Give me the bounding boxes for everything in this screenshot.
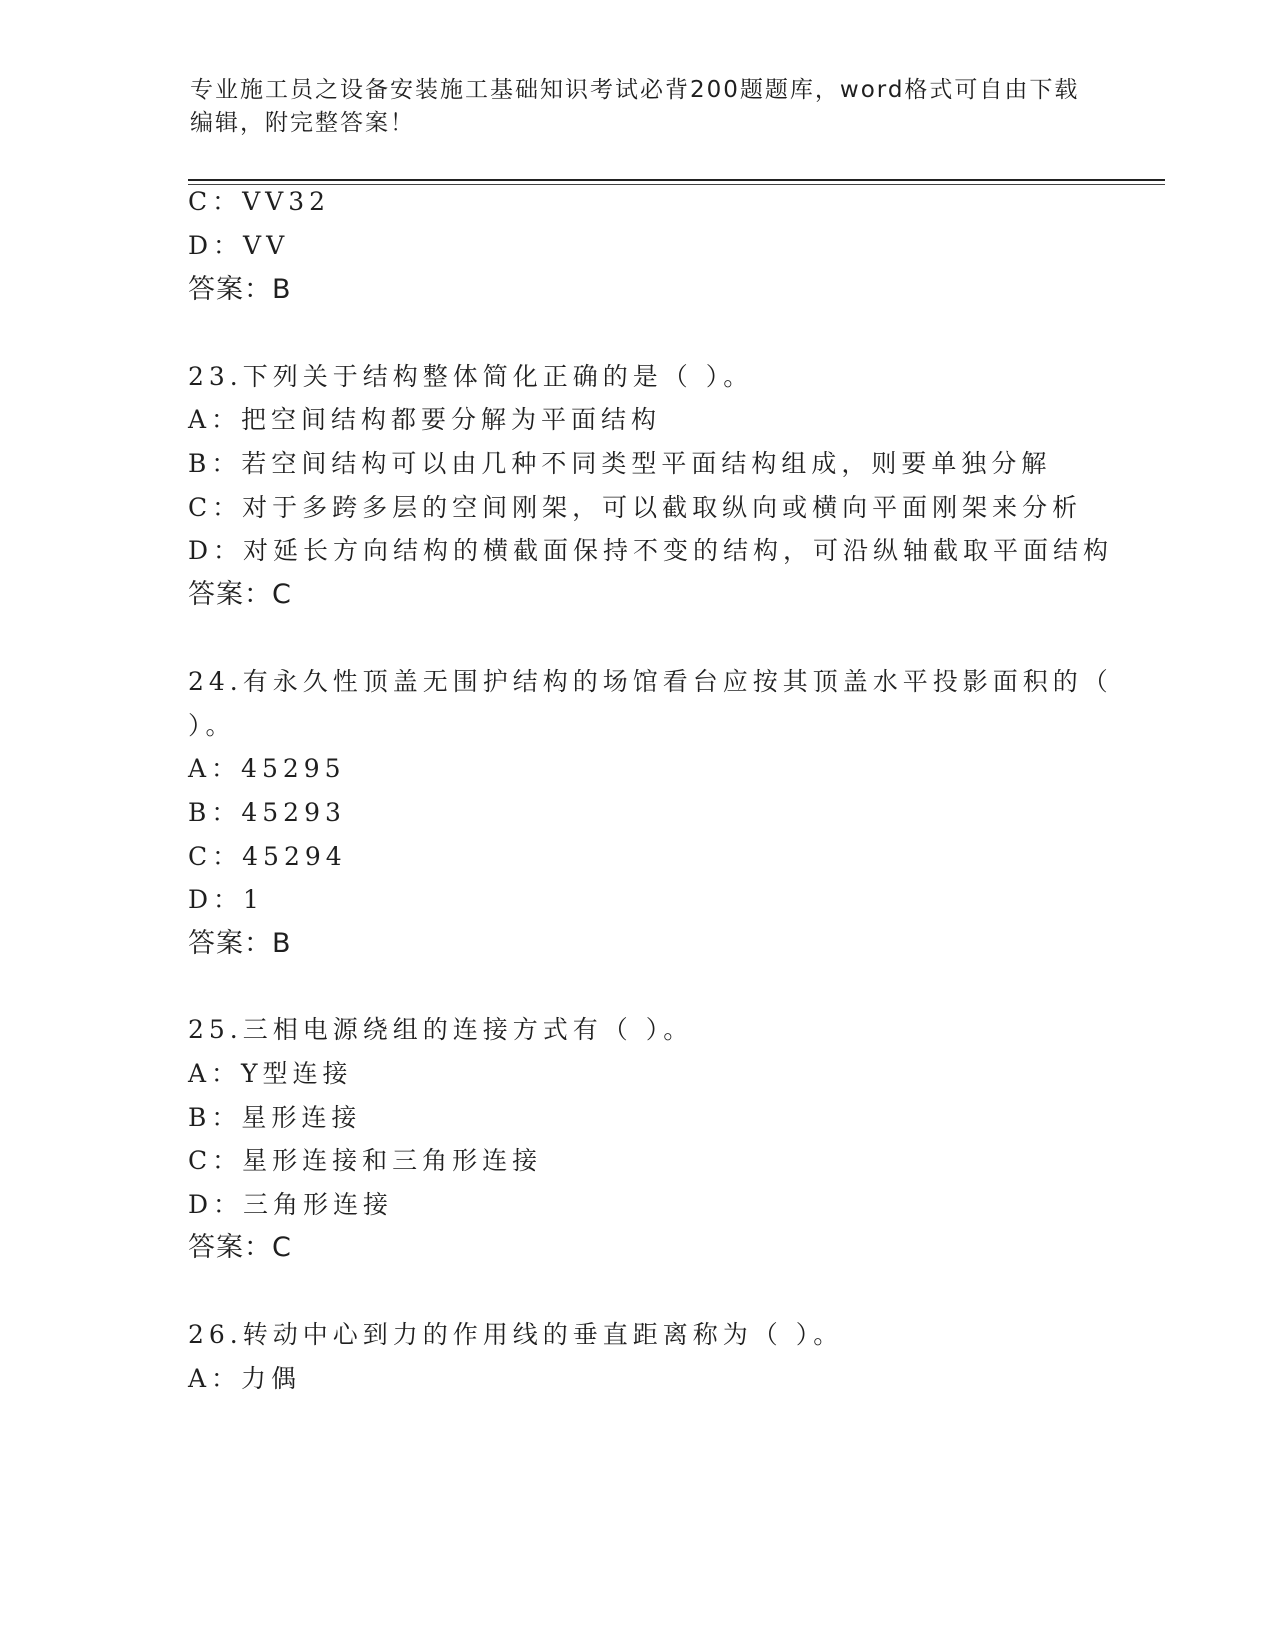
- q23-option-d: D：对延长方向结构的横截面保持不变的结构，可沿纵轴截取平面结构: [188, 536, 1114, 565]
- header-divider-thick: [188, 179, 1165, 181]
- header-title-line-1: 专业施工员之设备安装施工基础知识考试必背200题题库，word格式可自由下载: [190, 77, 1080, 103]
- q23-answer: 答案：C: [188, 579, 292, 610]
- q25-option-d: D：三角形连接: [188, 1190, 394, 1219]
- q25-option-a: A：Y型连接: [188, 1059, 353, 1088]
- q24-stem-line-2: ）。: [188, 711, 236, 740]
- q25-answer: 答案：C: [188, 1232, 292, 1263]
- q22-option-d: D：VV: [188, 231, 290, 260]
- q22-answer: 答案：B: [188, 274, 292, 305]
- q24-option-b: B：45293: [188, 798, 346, 827]
- q26-option-a: A：力偶: [188, 1364, 302, 1393]
- q23-stem: 23.下列关于结构整体简化正确的是（ ）。: [188, 362, 754, 391]
- q25-option-c: C：星形连接和三角形连接: [188, 1146, 543, 1175]
- header-divider-thin: [188, 184, 1165, 185]
- q24-answer: 答案：B: [188, 928, 292, 959]
- q24-option-d: D：1: [188, 885, 264, 914]
- header-title-line-2: 编辑，附完整答案！: [190, 110, 415, 136]
- q23-option-a: A：把空间结构都要分解为平面结构: [188, 405, 662, 434]
- q26-stem: 26.转动中心到力的作用线的垂直距离称为（ ）。: [188, 1320, 844, 1349]
- q23-option-b: B：若空间结构可以由几种不同类型平面结构组成，则要单独分解: [188, 449, 1052, 478]
- q23-option-c: C：对于多跨多层的空间刚架，可以截取纵向或横向平面刚架来分析: [188, 493, 1083, 522]
- document-header: [190, 74, 1090, 140]
- q25-option-b: B：星形连接: [188, 1103, 362, 1132]
- q24-option-a: A：45295: [188, 754, 346, 783]
- q22-option-c: C：VV32: [188, 187, 331, 216]
- q24-stem-line-1: 24.有永久性顶盖无围护结构的场馆看台应按其顶盖水平投影面积的（: [188, 667, 1113, 696]
- q24-option-c: C：45294: [188, 842, 347, 871]
- q25-stem: 25.三相电源绕组的连接方式有（ ）。: [188, 1015, 694, 1044]
